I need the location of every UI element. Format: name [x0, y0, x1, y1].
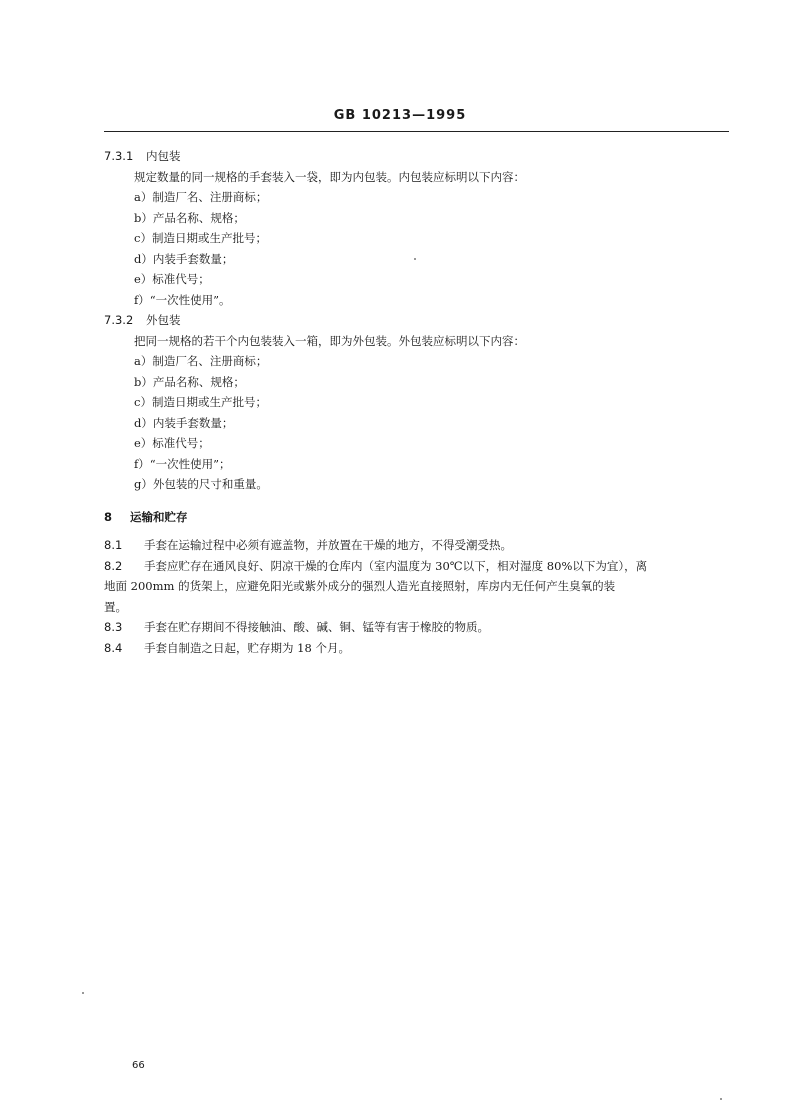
clause-text: 手套自制造之日起，贮存期为 18 个月。 [144, 640, 350, 655]
list-item: f）“一次性使用”； [134, 456, 231, 471]
subsection-number: 7.3.1 [104, 149, 134, 163]
list-item: c）制造日期或生产批号； [134, 395, 267, 409]
clause-8-2-continuation: 置。 [104, 599, 127, 614]
list-item: e）标准代号； [134, 436, 210, 450]
list-item: c）制造日期或生产批号； [134, 231, 267, 245]
chapter-8-heading [104, 507, 732, 528]
list-item: b）产品名称、规格； [134, 210, 245, 225]
clause-8-2-continuation: 地面 200mm 的货架上，应避免阳光或紫外成分的强烈人造光直接照射，库房内无任何产生臭氧的装 [104, 579, 616, 593]
list-item: d）内装手套数量； [134, 415, 234, 430]
subsection-title: 内包装 [146, 149, 181, 163]
header-rule [104, 131, 729, 132]
list-item: d）内装手套数量； [134, 251, 234, 266]
list-item: e）标准代号； [134, 272, 210, 286]
list-item: g）外包装的尺寸和重量。 [134, 477, 268, 491]
clause-number: 8.1 [104, 538, 123, 552]
subsection-number: 7.3.2 [104, 313, 134, 327]
subsection-title: 外包装 [146, 313, 181, 327]
list-item: b）产品名称、规格； [134, 374, 245, 389]
subsection-intro: 规定数量的同一规格的手套装入一袋，即为内包装。内包装应标明以下内容： [134, 169, 525, 184]
page-content [104, 146, 732, 658]
page-number: 66 [132, 1060, 145, 1071]
scan-speck [720, 1098, 722, 1100]
clause-8-2 [104, 556, 732, 577]
clause-8-3 [104, 617, 732, 638]
clause-number: 8.2 [104, 558, 123, 573]
chapter-number: 8 [104, 509, 113, 524]
clause-text: 手套应贮存在通风良好、阴凉干燥的仓库内（室内温度为 30℃以下，相对湿度 80%以下为宜），离 [144, 558, 648, 573]
list-item: a）制造厂名、注册商标； [134, 190, 268, 204]
subsection-7-3-2-heading [104, 310, 732, 331]
clause-8-1 [104, 535, 732, 556]
chapter-title: 运输和贮存 [130, 509, 188, 524]
clause-8-4 [104, 638, 732, 659]
scan-speck [82, 992, 84, 994]
clause-number: 8.3 [104, 620, 123, 634]
list-item: f）“一次性使用”。 [134, 292, 231, 307]
scan-speck [414, 258, 416, 260]
list-item: a）制造厂名、注册商标； [134, 354, 268, 368]
subsection-7-3-1-heading [104, 146, 732, 167]
clause-text: 手套在运输过程中必须有遮盖物，并放置在干燥的地方，不得受潮受热。 [144, 538, 512, 552]
subsection-intro: 把同一规格的若干个内包装装入一箱，即为外包装。外包装应标明以下内容： [134, 333, 525, 348]
clause-number: 8.4 [104, 640, 123, 655]
clause-text: 手套在贮存期间不得接触油、酸、碱、铜、锰等有害于橡胶的物质。 [144, 620, 489, 634]
standard-code-header: GB 10213—1995 [333, 108, 467, 123]
